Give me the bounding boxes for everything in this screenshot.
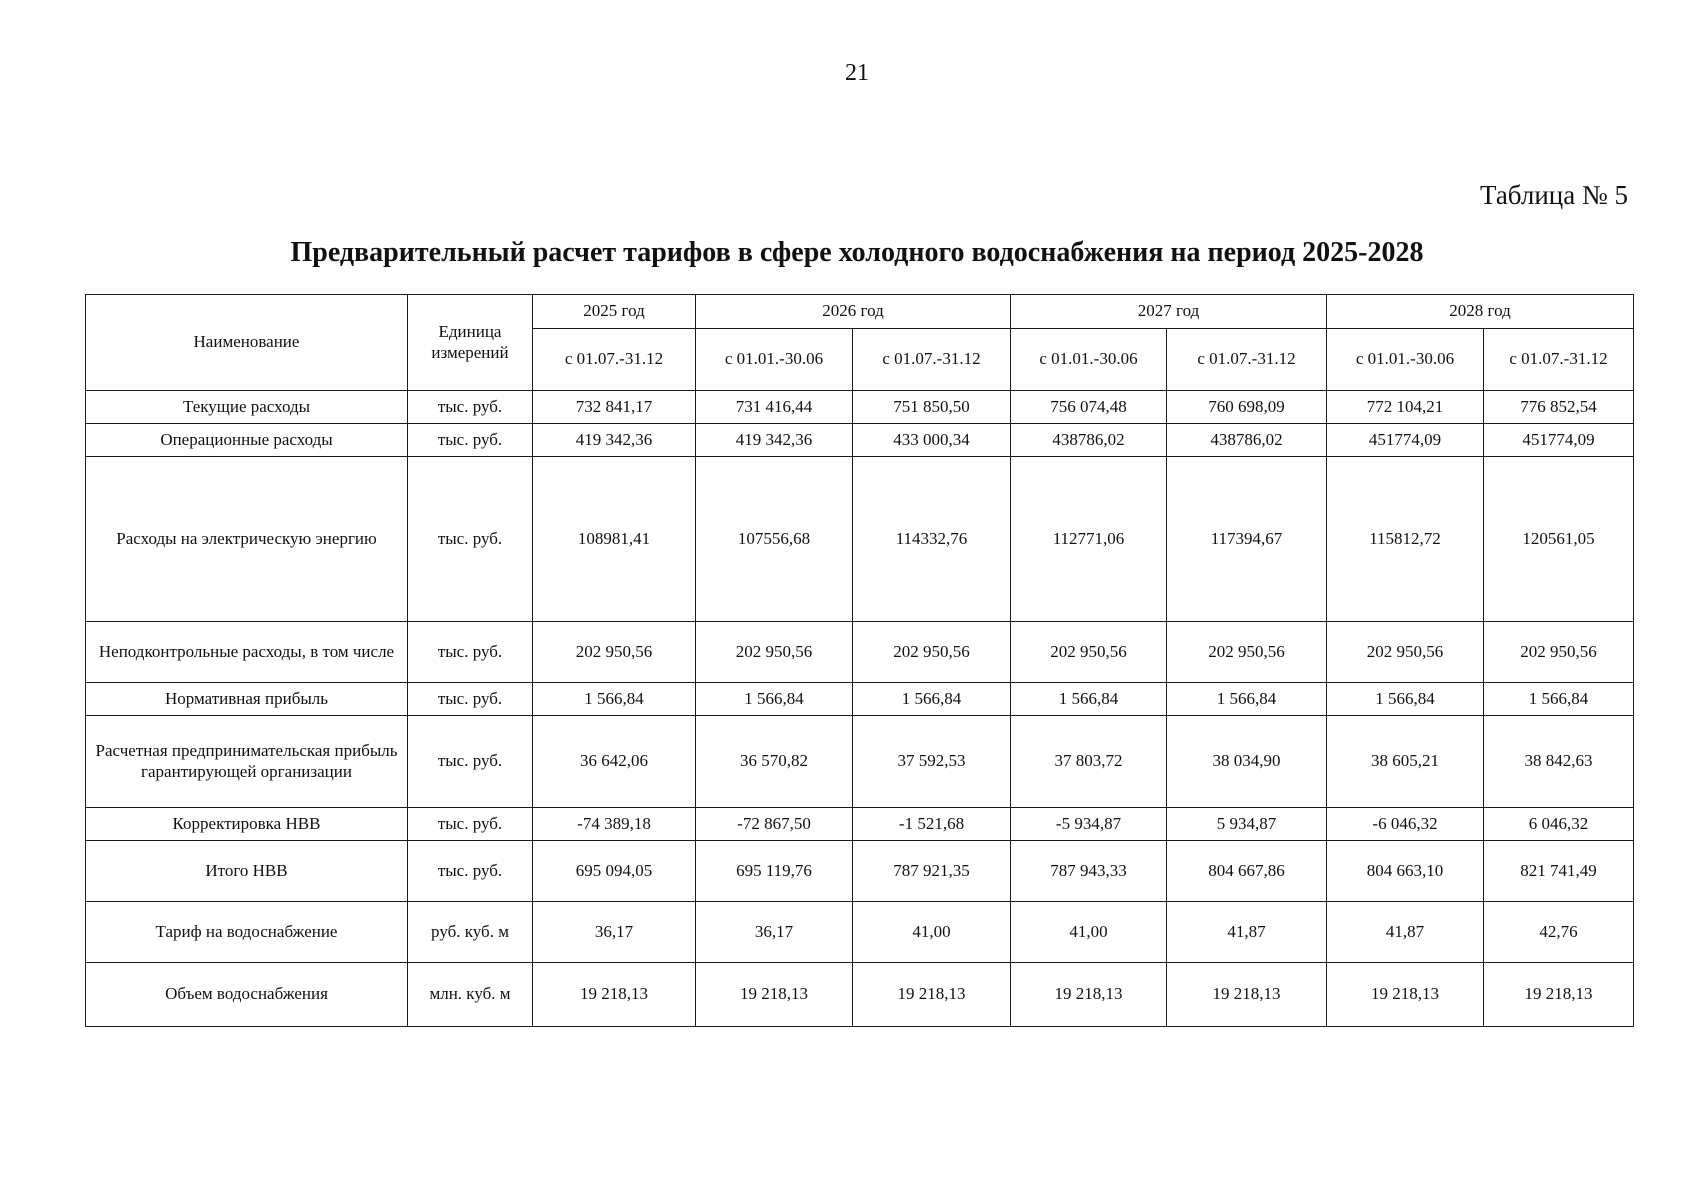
row-value: 451774,09 bbox=[1327, 424, 1484, 457]
row-value: 821 741,49 bbox=[1484, 841, 1634, 902]
row-value: 37 592,53 bbox=[853, 716, 1011, 808]
row-name: Текущие расходы bbox=[86, 391, 408, 424]
header-period: с 01.01.-30.06 bbox=[696, 329, 853, 391]
row-value: 36,17 bbox=[696, 902, 853, 963]
row-value: 1 566,84 bbox=[696, 683, 853, 716]
row-name: Объем водоснабжения bbox=[86, 963, 408, 1027]
row-unit: тыс. руб. bbox=[408, 391, 533, 424]
row-value: 751 850,50 bbox=[853, 391, 1011, 424]
row-value: 108981,41 bbox=[533, 457, 696, 622]
row-value: 37 803,72 bbox=[1011, 716, 1167, 808]
header-period: с 01.01.-30.06 bbox=[1011, 329, 1167, 391]
table-label: Таблица № 5 bbox=[1480, 180, 1628, 210]
row-name: Расчетная предпринимательская прибыль гарантирующей организации bbox=[86, 716, 408, 808]
row-unit: тыс. руб. bbox=[408, 683, 533, 716]
row-value: 438786,02 bbox=[1011, 424, 1167, 457]
row-value: 6 046,32 bbox=[1484, 808, 1634, 841]
row-value: 695 094,05 bbox=[533, 841, 696, 902]
table-row bbox=[86, 424, 1634, 457]
row-name: Операционные расходы bbox=[86, 424, 408, 457]
row-value: 1 566,84 bbox=[533, 683, 696, 716]
row-value: 41,00 bbox=[853, 902, 1011, 963]
row-value: 202 950,56 bbox=[1011, 622, 1167, 683]
row-value: 202 950,56 bbox=[533, 622, 696, 683]
header-period: с 01.01.-30.06 bbox=[1327, 329, 1484, 391]
row-value: 19 218,13 bbox=[853, 963, 1011, 1027]
row-value: 804 667,86 bbox=[1167, 841, 1327, 902]
header-period: с 01.07.-31.12 bbox=[533, 329, 696, 391]
row-value: 1 566,84 bbox=[1011, 683, 1167, 716]
row-value: 19 218,13 bbox=[1167, 963, 1327, 1027]
header-year-2026: 2026 год bbox=[696, 295, 1011, 329]
row-value: 115812,72 bbox=[1327, 457, 1484, 622]
row-value: 202 950,56 bbox=[1484, 622, 1634, 683]
row-value: 732 841,17 bbox=[533, 391, 696, 424]
row-value: -72 867,50 bbox=[696, 808, 853, 841]
row-unit: тыс. руб. bbox=[408, 622, 533, 683]
row-unit: тыс. руб. bbox=[408, 424, 533, 457]
row-value: 804 663,10 bbox=[1327, 841, 1484, 902]
document-title: Предварительный расчет тарифов в сфере холодного водоснабжения на период 2025-2028 bbox=[290, 237, 1424, 268]
table-row bbox=[86, 716, 1634, 808]
header-period: с 01.07.-31.12 bbox=[1484, 329, 1634, 391]
row-value: 756 074,48 bbox=[1011, 391, 1167, 424]
row-value: 438786,02 bbox=[1167, 424, 1327, 457]
row-unit: млн. куб. м bbox=[408, 963, 533, 1027]
table-row bbox=[86, 683, 1634, 716]
row-value: 41,87 bbox=[1167, 902, 1327, 963]
row-value: 433 000,34 bbox=[853, 424, 1011, 457]
row-value: 787 921,35 bbox=[853, 841, 1011, 902]
row-unit: тыс. руб. bbox=[408, 841, 533, 902]
table-row bbox=[86, 457, 1634, 622]
row-value: -6 046,32 bbox=[1327, 808, 1484, 841]
row-value: 760 698,09 bbox=[1167, 391, 1327, 424]
table-row bbox=[86, 841, 1634, 902]
page-number: 21 bbox=[845, 60, 869, 86]
table-row bbox=[86, 902, 1634, 963]
table-row bbox=[86, 963, 1634, 1027]
row-value: 202 950,56 bbox=[696, 622, 853, 683]
table-row bbox=[86, 808, 1634, 841]
row-value: -5 934,87 bbox=[1011, 808, 1167, 841]
row-name: Итого НВВ bbox=[86, 841, 408, 902]
row-value: 1 566,84 bbox=[1327, 683, 1484, 716]
row-value: 41,00 bbox=[1011, 902, 1167, 963]
row-unit: тыс. руб. bbox=[408, 716, 533, 808]
row-value: 38 842,63 bbox=[1484, 716, 1634, 808]
row-value: -74 389,18 bbox=[533, 808, 696, 841]
row-name: Расходы на электрическую энергию bbox=[86, 457, 408, 622]
row-value: 19 218,13 bbox=[696, 963, 853, 1027]
row-name: Корректировка НВВ bbox=[86, 808, 408, 841]
row-value: 419 342,36 bbox=[696, 424, 853, 457]
row-value: 114332,76 bbox=[853, 457, 1011, 622]
header-year-2027: 2027 год bbox=[1011, 295, 1327, 329]
row-value: 695 119,76 bbox=[696, 841, 853, 902]
row-value: -1 521,68 bbox=[853, 808, 1011, 841]
row-name: Неподконтрольные расходы, в том числе bbox=[86, 622, 408, 683]
row-value: 36,17 bbox=[533, 902, 696, 963]
row-value: 451774,09 bbox=[1484, 424, 1634, 457]
row-value: 19 218,13 bbox=[1011, 963, 1167, 1027]
row-value: 202 950,56 bbox=[1167, 622, 1327, 683]
row-value: 19 218,13 bbox=[1327, 963, 1484, 1027]
row-value: 731 416,44 bbox=[696, 391, 853, 424]
row-value: 120561,05 bbox=[1484, 457, 1634, 622]
table-row bbox=[86, 622, 1634, 683]
row-unit: тыс. руб. bbox=[408, 808, 533, 841]
row-value: 787 943,33 bbox=[1011, 841, 1167, 902]
row-unit: тыс. руб. bbox=[408, 457, 533, 622]
table-row bbox=[86, 391, 1634, 424]
row-value: 776 852,54 bbox=[1484, 391, 1634, 424]
row-value: 19 218,13 bbox=[533, 963, 696, 1027]
row-value: 42,76 bbox=[1484, 902, 1634, 963]
row-value: 117394,67 bbox=[1167, 457, 1327, 622]
row-value: 36 642,06 bbox=[533, 716, 696, 808]
header-unit: Единица измерений bbox=[408, 295, 533, 391]
header-period: с 01.07.-31.12 bbox=[853, 329, 1011, 391]
row-name: Нормативная прибыль bbox=[86, 683, 408, 716]
header-row-years bbox=[86, 295, 1634, 329]
row-unit: руб. куб. м bbox=[408, 902, 533, 963]
header-period: с 01.07.-31.12 bbox=[1167, 329, 1327, 391]
header-name: Наименование bbox=[86, 295, 408, 391]
tariff-table bbox=[85, 294, 1634, 1027]
row-value: 38 605,21 bbox=[1327, 716, 1484, 808]
row-value: 1 566,84 bbox=[853, 683, 1011, 716]
row-value: 38 034,90 bbox=[1167, 716, 1327, 808]
row-value: 5 934,87 bbox=[1167, 808, 1327, 841]
row-value: 19 218,13 bbox=[1484, 963, 1634, 1027]
row-value: 41,87 bbox=[1327, 902, 1484, 963]
header-year-2028: 2028 год bbox=[1327, 295, 1634, 329]
row-value: 202 950,56 bbox=[853, 622, 1011, 683]
row-value: 202 950,56 bbox=[1327, 622, 1484, 683]
row-name: Тариф на водоснабжение bbox=[86, 902, 408, 963]
row-value: 36 570,82 bbox=[696, 716, 853, 808]
row-value: 1 566,84 bbox=[1484, 683, 1634, 716]
row-value: 419 342,36 bbox=[533, 424, 696, 457]
row-value: 112771,06 bbox=[1011, 457, 1167, 622]
row-value: 107556,68 bbox=[696, 457, 853, 622]
header-year-2025: 2025 год bbox=[533, 295, 696, 329]
row-value: 1 566,84 bbox=[1167, 683, 1327, 716]
row-value: 772 104,21 bbox=[1327, 391, 1484, 424]
